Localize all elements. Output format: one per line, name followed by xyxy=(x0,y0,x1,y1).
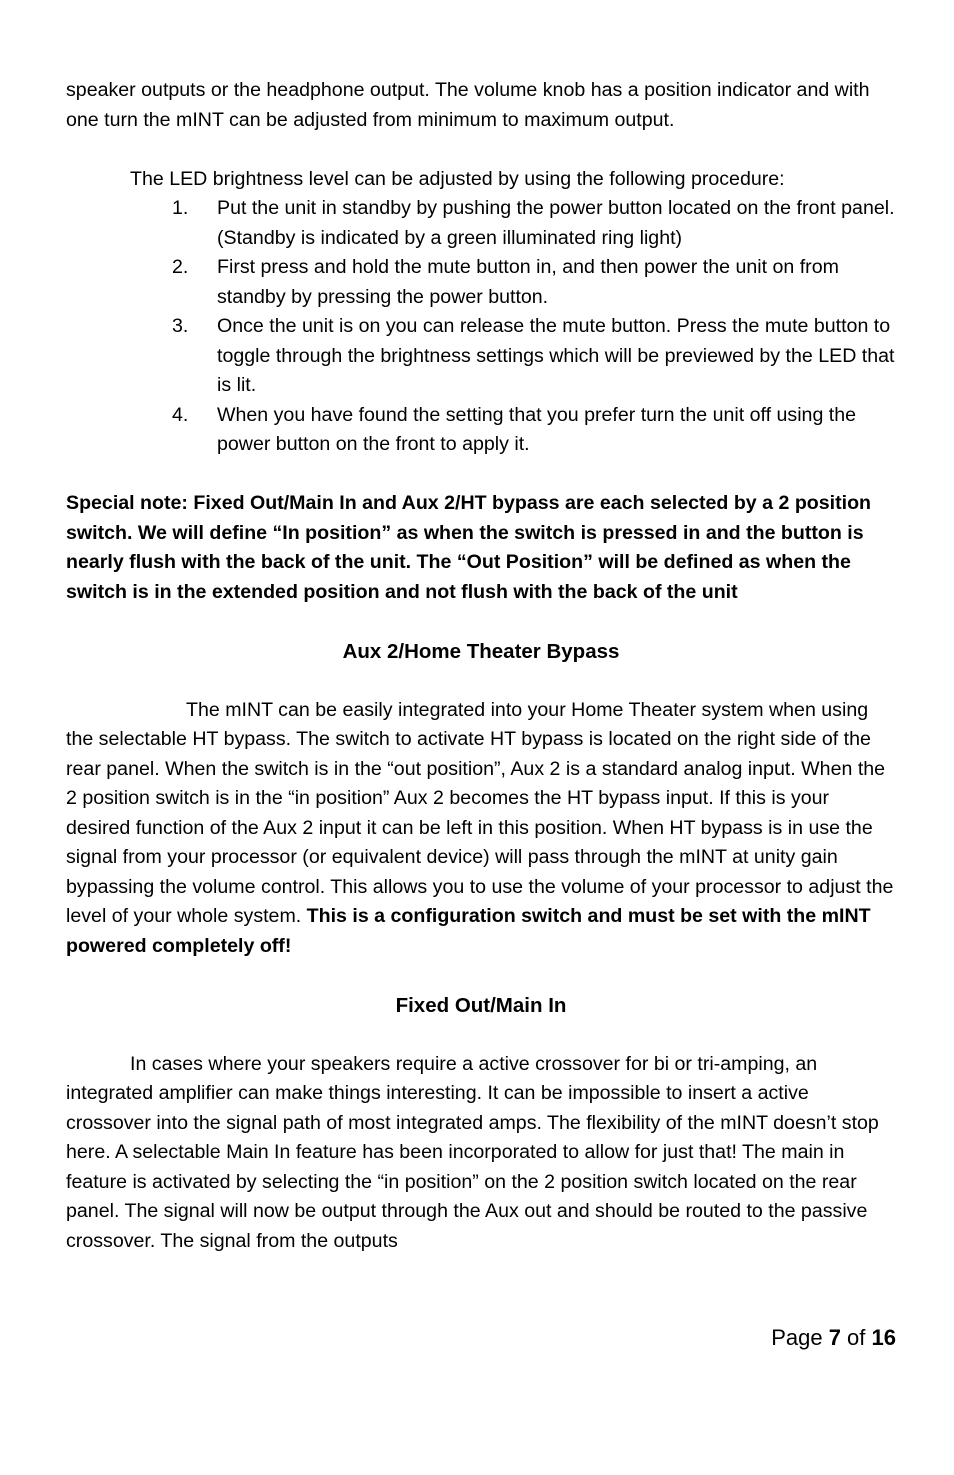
special-note-paragraph: Special note: Fixed Out/Main In and Aux 2/HT bypass are each selected by a 2 position switch. We will define “In position” as when the switch is pressed in and the button is nearly flush with the back of the unit. The “Out Position” will be defined as when the switch is in the extended position and not flush with the back of the unit xyxy=(66,492,872,603)
of-label: of xyxy=(840,1325,872,1350)
intro-paragraph: speaker outputs or the headphone output. The volume knob has a position indicator and with one turn the mINT can be adjusted from minimum to maximum output. xyxy=(66,79,870,131)
list-item-text: Once the unit is on you can release the mute button. Press the mute button to toggle through the brightness settings which will be previewed by the LED that is lit. xyxy=(217,315,895,396)
list-item-number: 4. xyxy=(172,403,189,426)
list-item-number: 1. xyxy=(172,197,189,219)
list-item xyxy=(172,401,896,460)
list-item-number: 2. xyxy=(172,256,189,278)
total-page-number: 16 xyxy=(871,1325,896,1350)
list-item-text: When you have found the setting that you prefer turn the unit off using the power button on the front to apply it. xyxy=(217,403,857,455)
list-item-number: 3. xyxy=(172,315,189,337)
aux-body-text: The mINT can be easily integrated into your Home Theater system when using the selectable HT bypass. The switch to activate HT bypass is located on the right side of the rear panel. When the switch is in the “out position”, Aux 2 is a standard analog input. When the 2 position switch is in the “in position” Aux 2 becomes the HT bypass input. If this is your desired function of the Aux 2 input it can be left in this position. When HT bypass is in use the signal from your processor (or equivalent device) will pass through the mINT at unity gain bypassing the volume control. This allows you to use the volume of your processor to adjust the level of your whole system. xyxy=(66,698,894,927)
list-item xyxy=(172,253,896,312)
fixed-section-heading: Fixed Out/Main In xyxy=(395,993,567,1017)
list-item-text: First press and hold the mute button in, and then power the unit on from standby by pressing the power button. xyxy=(217,256,839,308)
list-item-text: Put the unit in standby by pushing the power button located on the front panel. (Standby is indicated by a green illuminated ring light) xyxy=(217,197,895,249)
aux-warning-text: This is a configuration switch and must be set with the mINT powered completely off! xyxy=(66,905,871,957)
fixed-section-body: In cases where your speakers require a active crossover for bi or tri-amping, an integrated amplifier can make things interesting. It can be impossible to insert a active crossover into the signal path of most integrated amps. The flexibility of the mINT doesn’t stop here. A selectable Main In feature has been incorporated to allow for just that! The main in feature is activated by selecting the “in position” on the 2 position switch located on the rear panel. The signal will now be output through the Aux out and should be routed to the passive crossover. The signal from the outputs xyxy=(66,1052,879,1252)
led-steps-list xyxy=(172,194,896,460)
page-number-footer xyxy=(771,1323,896,1353)
page-label: Page xyxy=(771,1325,829,1350)
current-page-number: 7 xyxy=(828,1325,841,1350)
list-item xyxy=(172,194,896,253)
list-item xyxy=(172,312,896,401)
led-lead-paragraph: The LED brightness level can be adjusted by using the following procedure: xyxy=(130,167,785,190)
aux-section-body xyxy=(66,696,896,962)
manual-page xyxy=(66,76,896,1256)
aux-section-heading: Aux 2/Home Theater Bypass xyxy=(342,639,620,663)
